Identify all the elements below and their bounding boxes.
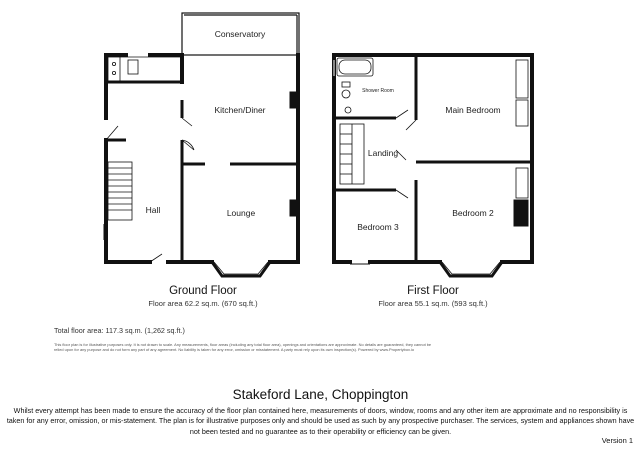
room-label-conservatory: Conservatory bbox=[214, 29, 266, 39]
kitchen-counter bbox=[108, 57, 182, 81]
room-label-main-bedroom: Main Bedroom bbox=[445, 105, 501, 115]
version-label: Version 1 bbox=[601, 436, 633, 445]
ground-floor-area: Floor area 62.2 sq.m. (670 sq.ft.) bbox=[148, 299, 258, 308]
room-label-lounge: Lounge bbox=[226, 208, 256, 218]
kitchen-chimney-breast bbox=[290, 92, 296, 108]
room-label-hall: Hall bbox=[145, 205, 161, 215]
ground-floor-plan bbox=[104, 13, 299, 276]
first-doors bbox=[396, 110, 416, 198]
ground-staircase bbox=[108, 162, 132, 220]
ground-internal-walls bbox=[106, 82, 298, 262]
first-floor-title: First Floor bbox=[407, 285, 459, 297]
room-label-kitchen-diner: Kitchen/Diner bbox=[214, 105, 266, 115]
lounge-chimney-breast bbox=[290, 200, 296, 216]
bedroom2-chimney-breast bbox=[514, 200, 528, 226]
fine-print: This floor plan is for illustrative purposes only. It is not drawn to scale. Any measurements, floor areas (including any total floor area), openings and orientations are approximate. No details are guaranteed, they cannot be relied upon for any purpose and do not form any part of any agreement. No liability is taken for any error, omission or misstatement. A party must rely upon its own inspection(s). Powered by www.Propertybox.io bbox=[54, 342, 432, 352]
room-label-landing: Landing bbox=[367, 148, 399, 158]
total-floor-area: Total floor area: 117.3 sq.m. (1,262 sq.ft.) bbox=[54, 326, 185, 335]
ground-external-walls bbox=[106, 55, 298, 262]
property-address: Stakeford Lane, Choppington bbox=[232, 387, 409, 402]
room-label-bedroom-2: Bedroom 2 bbox=[452, 208, 494, 218]
bathroom-fittings bbox=[337, 58, 373, 113]
room-label-bedroom-3: Bedroom 3 bbox=[357, 222, 399, 232]
room-label-shower-room: Shower Room bbox=[362, 88, 394, 94]
first-floor-area: Floor area 55.1 sq.m. (593 sq.ft.) bbox=[378, 299, 488, 308]
disclaimer-text: Whilst every attempt has been made to ensure the accuracy of the floor plan contained here, measurements of doors, window, rooms and any other item are approximate and no responsibility is taken for any error, omission, or mis-statement. The plan is for illustrative purposes only and should be used as such by any prospective purchaser. The services, system and appliances shown have not been tested and no guarantee as to their operability or efficiency can be given. bbox=[6, 406, 635, 436]
first-staircase bbox=[340, 124, 364, 184]
ground-floor-title: Ground Floor bbox=[169, 285, 237, 297]
